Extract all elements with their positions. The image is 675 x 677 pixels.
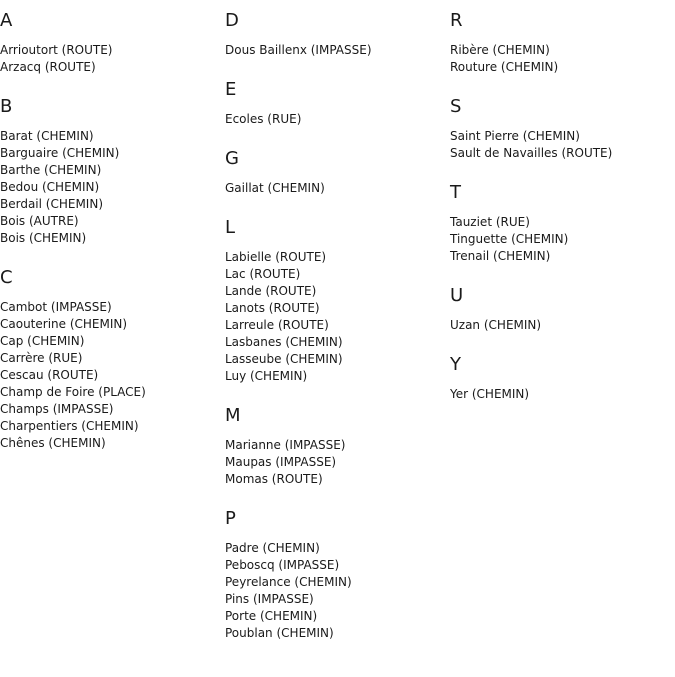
- street-list: [450, 386, 612, 403]
- letter-heading: C: [0, 267, 13, 288]
- letter-heading: L: [225, 217, 236, 238]
- street-index-column-1: [0, 10, 146, 472]
- street-link[interactable]: Peyrelance (CHEMIN): [225, 575, 352, 589]
- letter-group: [225, 217, 372, 385]
- street-link[interactable]: Lasseube (CHEMIN): [225, 352, 343, 366]
- street-link[interactable]: Sault de Navailles (ROUTE): [450, 146, 613, 160]
- street-link[interactable]: Bois (CHEMIN): [0, 231, 87, 245]
- street-link[interactable]: Barat (CHEMIN): [0, 129, 94, 143]
- street-list: [225, 111, 372, 128]
- street-link[interactable]: Pins (IMPASSE): [225, 592, 314, 606]
- letter-heading: P: [225, 508, 236, 529]
- letter-group: [450, 10, 612, 76]
- street-link[interactable]: Berdail (CHEMIN): [0, 197, 104, 211]
- street-list: [450, 317, 612, 334]
- street-index-column-2: [225, 10, 372, 662]
- street-link[interactable]: Yer (CHEMIN): [450, 387, 530, 401]
- street-link[interactable]: Trenail (CHEMIN): [450, 249, 551, 263]
- street-link[interactable]: Champ de Foire (PLACE): [0, 385, 146, 399]
- street-list: [450, 42, 612, 76]
- letter-heading: U: [450, 285, 464, 306]
- letter-group: [450, 182, 612, 265]
- letter-heading: G: [225, 148, 239, 169]
- street-link[interactable]: Lac (ROUTE): [225, 267, 301, 281]
- letter-group: [450, 354, 612, 403]
- street-link[interactable]: Peboscq (IMPASSE): [225, 558, 340, 572]
- letter-group: [225, 405, 372, 488]
- street-link[interactable]: Champs (IMPASSE): [0, 402, 114, 416]
- street-link[interactable]: Ecoles (RUE): [225, 112, 302, 126]
- street-link[interactable]: Maupas (IMPASSE): [225, 455, 337, 469]
- street-link[interactable]: Padre (CHEMIN): [225, 541, 320, 555]
- letter-group: [225, 508, 372, 642]
- street-link[interactable]: Routure (CHEMIN): [450, 60, 559, 74]
- street-list: [225, 249, 372, 385]
- letter-heading: B: [0, 96, 13, 117]
- letter-heading: D: [225, 10, 239, 31]
- street-link[interactable]: Larreule (ROUTE): [225, 318, 329, 332]
- letter-group: [225, 79, 372, 128]
- street-link[interactable]: Bois (AUTRE): [0, 214, 79, 228]
- street-link[interactable]: Chênes (CHEMIN): [0, 436, 106, 450]
- street-link[interactable]: Tauziet (RUE): [450, 215, 530, 229]
- letter-group: [450, 285, 612, 334]
- street-list: [0, 42, 146, 76]
- street-link[interactable]: Cambot (IMPASSE): [0, 300, 112, 314]
- street-link[interactable]: Barthe (CHEMIN): [0, 163, 102, 177]
- street-link[interactable]: Charpentiers (CHEMIN): [0, 419, 139, 433]
- street-list: [0, 128, 146, 247]
- street-link[interactable]: Tinguette (CHEMIN): [450, 232, 569, 246]
- street-link[interactable]: Cescau (ROUTE): [0, 368, 99, 382]
- letter-heading: Y: [450, 354, 461, 375]
- street-link[interactable]: Lasbanes (CHEMIN): [225, 335, 343, 349]
- letter-heading: T: [450, 182, 461, 203]
- street-link[interactable]: Bedou (CHEMIN): [0, 180, 100, 194]
- street-list: [0, 299, 146, 452]
- street-link[interactable]: Cap (CHEMIN): [0, 334, 85, 348]
- street-link[interactable]: Arrioutort (ROUTE): [0, 43, 113, 57]
- street-link[interactable]: Marianne (IMPASSE): [225, 438, 346, 452]
- street-link[interactable]: Carrère (RUE): [0, 351, 83, 365]
- letter-heading: S: [450, 96, 462, 117]
- street-link[interactable]: Caouterine (CHEMIN): [0, 317, 128, 331]
- street-link[interactable]: Dous Baillenx (IMPASSE): [225, 43, 372, 57]
- street-link[interactable]: Lanots (ROUTE): [225, 301, 320, 315]
- letter-heading: A: [0, 10, 13, 31]
- street-link[interactable]: Arzacq (ROUTE): [0, 60, 96, 74]
- letter-group: [0, 10, 146, 76]
- street-link[interactable]: Momas (ROUTE): [225, 472, 323, 486]
- street-link[interactable]: Gaillat (CHEMIN): [225, 181, 325, 195]
- letter-heading: R: [450, 10, 463, 31]
- street-list: [225, 42, 372, 59]
- letter-group: [450, 96, 612, 162]
- street-index-column-3: [450, 10, 612, 423]
- letter-group: [225, 10, 372, 59]
- street-list: [450, 128, 612, 162]
- street-link[interactable]: Uzan (CHEMIN): [450, 318, 542, 332]
- letter-heading: M: [225, 405, 241, 426]
- street-link[interactable]: Labielle (ROUTE): [225, 250, 327, 264]
- street-list: [225, 180, 372, 197]
- street-list: [225, 540, 372, 642]
- letter-group: [225, 148, 372, 197]
- street-link[interactable]: Porte (CHEMIN): [225, 609, 318, 623]
- letter-heading: E: [225, 79, 237, 100]
- street-link[interactable]: Poublan (CHEMIN): [225, 626, 334, 640]
- letter-group: [0, 96, 146, 247]
- street-link[interactable]: Saint Pierre (CHEMIN): [450, 129, 580, 143]
- street-list: [225, 437, 372, 488]
- letter-group: [0, 267, 146, 452]
- street-list: [450, 214, 612, 265]
- street-link[interactable]: Ribère (CHEMIN): [450, 43, 550, 57]
- street-link[interactable]: Luy (CHEMIN): [225, 369, 308, 383]
- street-link[interactable]: Lande (ROUTE): [225, 284, 317, 298]
- street-link[interactable]: Barguaire (CHEMIN): [0, 146, 120, 160]
